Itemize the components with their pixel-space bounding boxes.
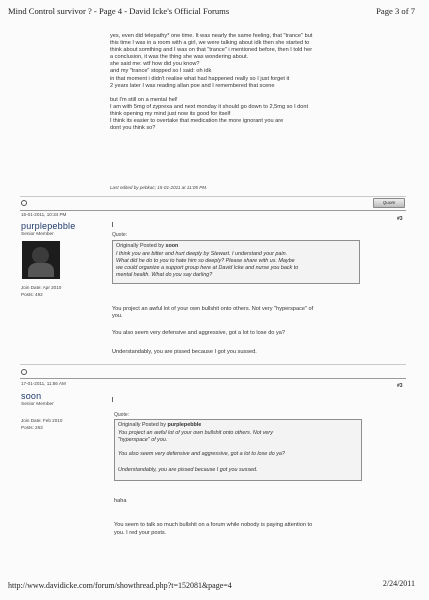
post-count: Posts: 492 <box>21 292 43 297</box>
post-paragraph: You also seem very defensive and aggressive, got a lot to lose do ya? <box>112 330 285 336</box>
quote-box <box>114 419 362 481</box>
post-paragraph: you. <box>112 313 123 319</box>
quote-box <box>112 240 360 284</box>
quote-line: we could organize a support group here at David Icke and nurse you back to <box>116 265 299 271</box>
post-1-body <box>110 33 312 132</box>
post-line: and my "trance" stopped so I said: oh idk <box>110 68 212 75</box>
user-rank: Senior Member <box>21 402 54 407</box>
user-rank: Senior Member <box>21 232 54 237</box>
avatar[interactable] <box>22 241 60 279</box>
quote-line: You project an awful lot of your own bullshit onto others. Not very <box>118 430 273 436</box>
post-line: I think its easier to overtake that medication the more ignorant you are <box>110 118 284 125</box>
post-line: think about somthing and I was on that "trance" i mentioned before, then I told her <box>110 47 313 54</box>
post-icon <box>112 397 116 402</box>
post-line: dont you think so? <box>110 125 156 132</box>
quote-author[interactable]: soon <box>165 243 179 249</box>
post-line: she said me: wtf how did you know? <box>110 61 200 68</box>
quote-header-prefix: Originally Posted by <box>116 243 164 249</box>
post-line: this time I was in a room with a girl, we were talking about idk then she started to <box>110 40 310 47</box>
post-status-icon <box>21 200 27 206</box>
post-line: I am with 5mg of zyprexa and next monday it should go down to 2,5mg so I dont <box>110 103 309 110</box>
reply-line: haha <box>114 498 127 504</box>
post-separator <box>20 210 406 211</box>
quote-line: mental health. What do you say darling? <box>116 272 213 278</box>
quote-text <box>116 251 298 279</box>
post-line: 2 years later I was reading allan poe and I remembered that scene <box>110 82 275 89</box>
username[interactable]: soon <box>21 391 42 401</box>
post-status-icon <box>21 369 27 375</box>
divider <box>20 364 406 365</box>
quote-author[interactable]: purplepebble <box>167 422 202 428</box>
post-timestamp: 17-01-2011, 11:56 AM <box>21 381 66 386</box>
post-number[interactable]: #3 <box>397 216 403 222</box>
avatar-head-shape <box>32 247 49 264</box>
post-line: think opening my mind just now its good for itself <box>110 110 231 117</box>
print-header-page: Page 3 of 7 <box>376 6 415 16</box>
edited-note: Last edited by pebkac; 15-01-2011 at 11:05 PM. <box>110 185 208 190</box>
reply-line: you. I red your posts. <box>114 530 167 536</box>
print-header-title: Mind Control survivor ? - Page 4 - David Icke's Official Forums <box>8 6 230 16</box>
post-paragraph: Understandably, you are pissed because I got you sussed. <box>112 349 257 355</box>
quote-button[interactable]: Quote <box>373 198 405 208</box>
post-line: in that moment i didn't realise what had happened really so I just forget it <box>110 75 290 82</box>
post-line: a conclusion, it was the thing she was wondering about. <box>110 54 249 61</box>
post-paragraph: You project an awful lot of your own bullshit onto others. Not very "hyperspace" of <box>112 306 314 312</box>
divider <box>20 196 406 197</box>
quote-label: Quote: <box>112 232 128 238</box>
reply-line: You seem to talk so much bullshit on a forum while nobody is paying attention to <box>114 522 313 528</box>
quote-header <box>116 243 178 249</box>
join-date: Join Date: Feb 2010 <box>21 418 63 423</box>
post-icon <box>112 222 116 227</box>
print-footer-date: 2/24/2011 <box>382 579 415 588</box>
post-line: yes, even did telepathy* one time. It was nearly the same feeling, that "trance" but <box>110 33 313 39</box>
post-line <box>110 90 312 97</box>
print-footer-url: http://www.davidicke.com/forum/showthread.php?t=152081&page=4 <box>8 581 232 590</box>
username[interactable]: purplepebble <box>21 221 76 231</box>
quote-line: You also seem very defensive and aggressive, got a lot to lose do ya? <box>118 451 285 457</box>
post-timestamp: 15-01-2011, 10:34 PM <box>21 212 67 217</box>
join-date: Join Date: Apr 2010 <box>21 285 62 290</box>
post-count: Posts: 263 <box>21 425 43 430</box>
post-line: but I'm still on a mental hel! <box>110 96 178 103</box>
avatar-body-shape <box>28 263 54 277</box>
quote-header-prefix: Originally Posted by <box>118 422 166 428</box>
post-separator <box>20 378 406 379</box>
post-number[interactable]: #3 <box>397 383 403 389</box>
quote-line: I think you are bitter and hurt deeply by Stewart. I understand your pain. <box>116 251 288 257</box>
quote-label: Quote: <box>114 412 130 418</box>
quote-header <box>118 422 201 428</box>
quote-line: What did he do to you to hate him so deeply? Please share with us. Maybe <box>116 258 295 264</box>
quote-line: Understandably, you are pissed because I got you sussed. <box>118 467 258 473</box>
quote-line: "hyperspace" of you. <box>118 437 168 443</box>
